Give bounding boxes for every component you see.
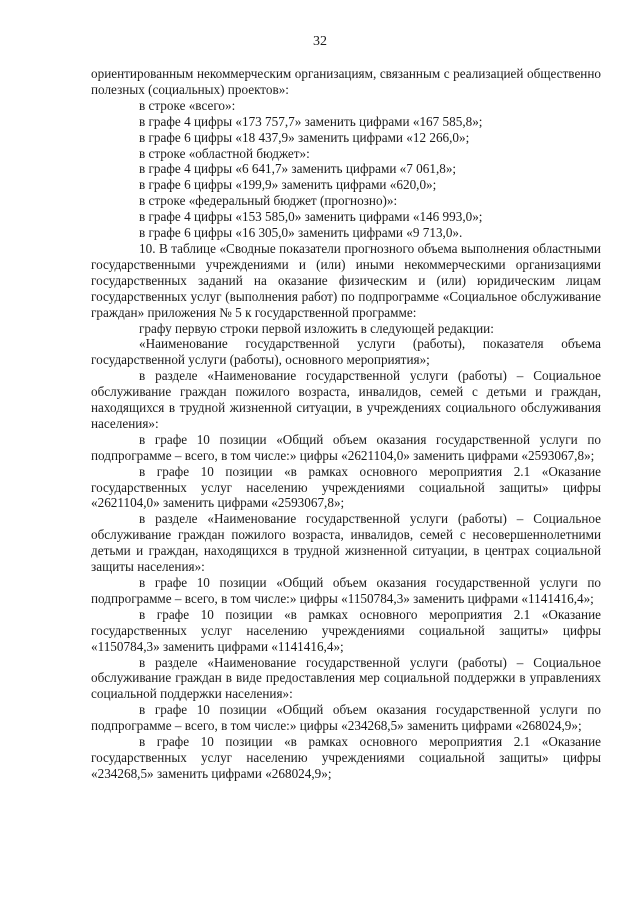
paragraph: в разделе «Наименование государственной услуги (работы) – Социальное обслуживание граждан пожилого возраста, инвалидов, семей с детьми и граждан, находящихся в трудной жизненной ситуации, в учреждениях социального обслуживания населения»: bbox=[91, 368, 601, 431]
page-number: 32 bbox=[313, 34, 327, 49]
paragraph: в графе 6 цифры «199,9» заменить цифрами «620,0»; bbox=[139, 177, 437, 193]
paragraph: в графе 10 позиции «в рамках основного мероприятия 2.1 «Оказание государственных услуг населению учреждениями социальной защиты» цифры «1150784,3» заменить цифрами «1141416,4»; bbox=[91, 606, 601, 654]
paragraph: в графе 10 позиции «Общий объем оказания государственной услуги по подпрограмме – всего, в том числе:» цифры «234268,5» заменить цифрами «268024,9»; bbox=[91, 702, 601, 734]
paragraph: в графе 4 цифры «173 757,7» заменить цифрами «167 585,8»; bbox=[139, 113, 483, 129]
paragraph: в графе 6 цифры «18 437,9» заменить цифрами «12 266,0»; bbox=[139, 129, 470, 145]
paragraph: в графе 4 цифры «153 585,0» заменить цифрами «146 993,0»; bbox=[139, 209, 483, 225]
paragraph: «Наименование государственной услуги (работы), показателя объема государственной услуги (работы), основного мероприятия»; bbox=[91, 336, 601, 368]
paragraph: в разделе «Наименование государственной услуги (работы) – Социальное обслуживание граждан пожилого возраста, инвалидов, семей с несовершеннолетними детьми и граждан, находящихся в трудной жизненной ситуации, в центрах социальной защиты населения»: bbox=[91, 511, 601, 575]
paragraph: в графе 10 позиции «в рамках основного мероприятия 2.1 «Оказание государственных услуг населению учреждениями социальной защиты» цифры «2621104,0» заменить цифрами «2593067,8»; bbox=[91, 463, 601, 511]
paragraph: в строке «областной бюджет»: bbox=[139, 145, 310, 161]
paragraph: в строке «федеральный бюджет (прогнозно)»: bbox=[139, 193, 398, 209]
paragraph: в графе 10 позиции «Общий объем оказания государственной услуги по подпрограмме – всего, в том числе:» цифры «1150784,3» заменить цифрами «1141416,4»; bbox=[91, 575, 601, 606]
paragraph: в графе 10 позиции «Общий объем оказания государственной услуги по подпрограмме – всего, в том числе:» цифры «2621104,0» заменить цифрами «2593067,8»; bbox=[91, 431, 601, 463]
paragraph: в строке «всего»: bbox=[139, 97, 236, 113]
paragraph: в разделе «Наименование государственной услуги (работы) – Социальное обслуживание граждан в виде предоставления мер социальной поддержки в управлениях социальной поддержки населения»: bbox=[91, 654, 601, 702]
paragraph: в графе 10 позиции «в рамках основного мероприятия 2.1 «Оказание государственных услуг населению учреждениями социальной защиты» цифры «234268,5» заменить цифрами «268024,9»; bbox=[91, 734, 601, 781]
paragraph: в графе 4 цифры «6 641,7» заменить цифрами «7 061,8»; bbox=[139, 161, 457, 177]
document-body bbox=[91, 66, 601, 782]
paragraph: 10. В таблице «Сводные показатели прогнозного объема выполнения областными государственными учреждениями и (или) иными некоммерческими организациями государственных заданий на оказание физическим и (или) юридическим лицам государственных услуг (выполнения работ) по подпрограмме «Социальное обслуживание граждан» приложения № 5 к государственной программе: bbox=[91, 240, 601, 320]
paragraph: графу первую строки первой изложить в следующей редакции: bbox=[139, 320, 494, 336]
paragraph: в графе 6 цифры «16 305,0» заменить цифрами «9 713,0». bbox=[139, 225, 463, 241]
paragraph: ориентированным некоммерческим организациям, связанным с реализацией общественно полезных (социальных) проектов»: bbox=[91, 66, 601, 97]
